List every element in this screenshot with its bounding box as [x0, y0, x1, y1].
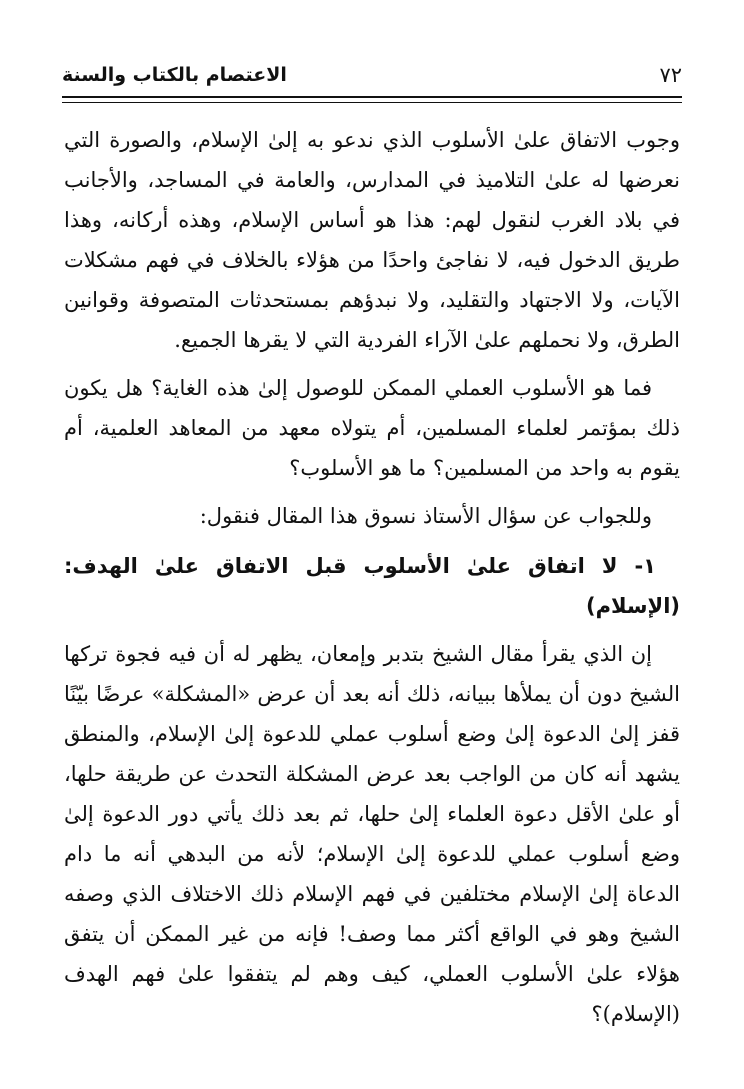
body-text — [64, 120, 680, 1034]
paragraph: إن الذي يقرأ مقال الشيخ بتدبر وإمعان، يظهر له أن فيه فجوة تركها الشيخ دون أن يملأها ببيانه، ذلك أنه بعد أن عرض «المشكلة» عرضًا بيّنًا قفز إلىٰ الدعوة إلىٰ وضع أسلوب عملي للدعوة إلىٰ الإسلام، والمنطق يشهد أنه كان من الواجب بعد عرض المشكلة التحدث عن طريقة حلها، أو علىٰ الأقل دعوة العلماء إلىٰ حلها، ثم بعد ذلك يأتي دور الدعوة إلىٰ وضع أسلوب عملي للدعوة إلىٰ الإسلام؛ لأنه من البدهي أنه ما دام الدعاة إلىٰ الإسلام مختلفين في فهم الإسلام ذلك الاختلاف الذي وصفه الشيخ وهو في الواقع أكثر مما وصف! فإنه من غير الممكن أن يتفق هؤلاء علىٰ الأسلوب العملي، كيف وهم لم يتفقوا علىٰ فهم الهدف (الإسلام)؟ — [64, 642, 680, 1026]
paragraph: وجوب الاتفاق علىٰ الأسلوب الذي ندعو به إلىٰ الإسلام، والصورة التي نعرضها له علىٰ التلاميذ في المدارس، والعامة في المساجد، والأجانب في بلاد الغرب لنقول لهم: هذا هو أساس الإسلام، وهذه أركانه، وهذا طريق الدخول فيه، لا نفاجئ واحدًا من هؤلاء بالخلاف في فهم مشكلات الآيات، ولا الاجتهاد والتقليد، ولا نبدؤهم بمستحدثات المتصوفة وقوانين الطرق، ولا نحملهم علىٰ الآراء الفردية التي لا يقرها الجميع. — [64, 128, 680, 352]
running-title: الاعتصام بالكتاب والسنة — [62, 64, 287, 86]
section-heading: ١- لا اتفاق علىٰ الأسلوب قبل الاتفاق علىٰ الهدف: (الإسلام) — [64, 554, 680, 618]
header-rule-thin — [62, 102, 682, 103]
page-header — [62, 58, 682, 92]
header-rule — [62, 96, 682, 98]
paragraph: فما هو الأسلوب العملي الممكن للوصول إلىٰ هذه الغاية؟ هل يكون ذلك بمؤتمر لعلماء المسلمين، أم يتولاه معهد من المعاهد العلمية، أم يقوم به واحد من المسلمين؟ ما هو الأسلوب؟ — [64, 376, 680, 480]
page-number: ٧٢ — [659, 63, 682, 87]
paragraph: وللجواب عن سؤال الأستاذ نسوق هذا المقال فنقول: — [199, 504, 652, 528]
